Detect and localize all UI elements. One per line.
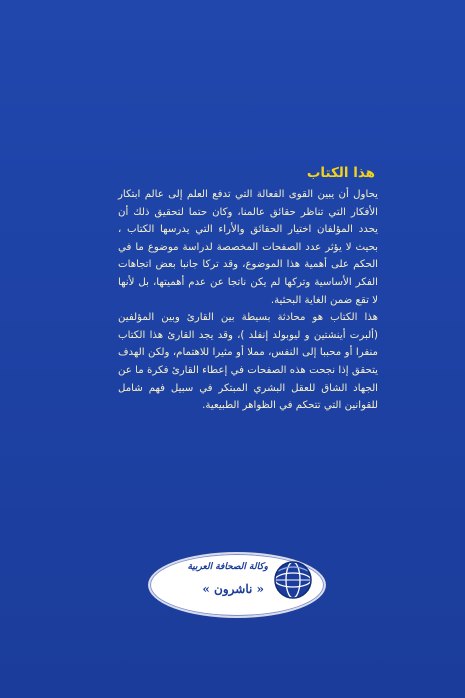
globe-emblem-icon — [272, 559, 314, 601]
publisher-brand-name: وكالة الصحافة العربية — [187, 562, 268, 572]
book-description — [118, 186, 378, 415]
publisher-logo — [148, 552, 326, 618]
description-paragraph-2: هذا الكتاب هو محادثة بسيطة بين القارئ وبين المؤلفين (ألبرت أينشتين و ليوبولد إنفلد )، وقد يجد القارئ هذا الكتاب منفرا أو محببا إلى النفس، مملا أو مثيرا للاهتمام، ولكن الهدف يتحقق إذا نجحت هذه الصفحات في إعطاء القارئ فكرة ما عن الجهاد الشاق للعقل البشري المبتكر في سبيل فهم شامل للقوانين التي تتحكم في الظواهر الطبيعية. — [118, 312, 378, 412]
section-heading: هذا الكتاب — [306, 165, 375, 181]
publisher-label: « ناشرون » — [202, 582, 264, 596]
description-paragraph-1: يحاول أن يبين القوى الفعالة التي تدفع العلم إلى عالم ابتكار الأفكار التي تناظر حقائق عالمنا، وكان حتما لتحقيق ذلك أن يحدد المؤلفان اختيار الحقائق والأراء التي يدرسها الكتاب ، بحيث لا يؤثر عدد الصفحات المخصصة لدراسة موضوع ما في الحكم على أهمية هذا الموضوع، وقد تركا جانبا بعض اتجاهات الفكر الأساسية وتركها لم يكن ناتجا عن عدم أهميتها، بل لأنها لا تقع ضمن الغاية البحثية. — [118, 189, 378, 306]
